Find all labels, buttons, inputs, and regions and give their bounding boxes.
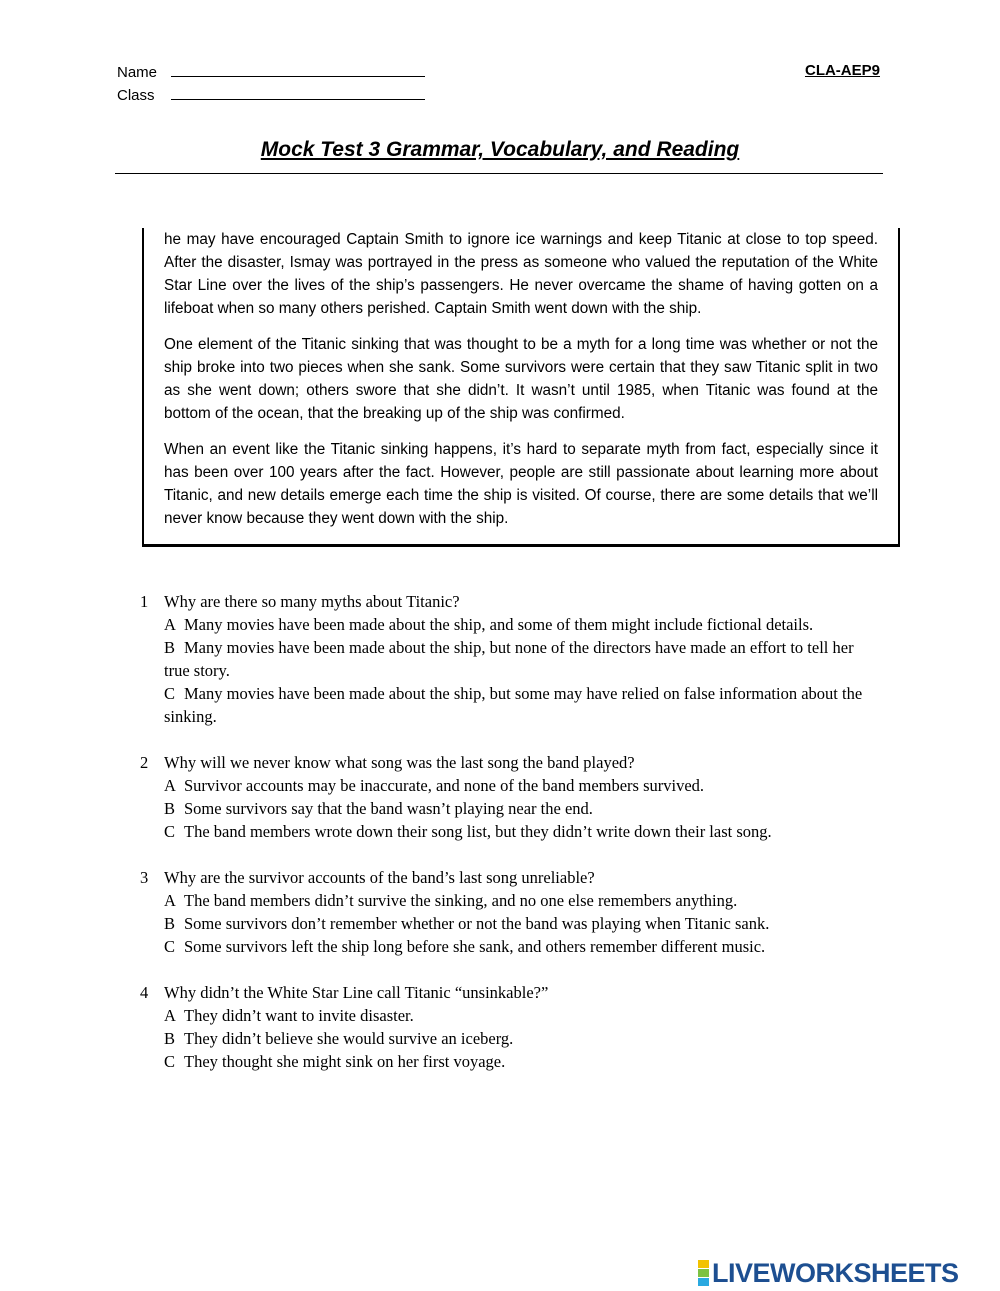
passage-paragraph: When an event like the Titanic sinking happens, it’s hard to separate myth from fact, especially since it has been over 100 years after the fact. However, people are still passionate about learning more about Titanic, and new details emerge each time the ship is visited. Of course, there are some details that we’ll never know because they went down with the ship. — [164, 441, 878, 527]
question-number: 1 — [140, 592, 149, 611]
answer-option-c[interactable]: C They thought she might sink on her first voyage. — [164, 1052, 506, 1071]
logo-block — [698, 1269, 709, 1277]
answer-option-c[interactable]: C The band members wrote down their song list, but they didn’t write down their last song. — [164, 822, 772, 841]
name-field-row — [117, 62, 425, 81]
worksheet-code: CLA-AEP9 — [804, 62, 880, 79]
page-title: Mock Test 3 Grammar, Vocabulary, and Reading — [260, 138, 740, 161]
answer-option-a[interactable]: A They didn’t want to invite disaster. — [164, 1006, 414, 1025]
question-number: 2 — [140, 753, 149, 772]
name-label: Name — [117, 64, 158, 81]
question-number: 4 — [140, 983, 149, 1002]
question-1 — [140, 590, 880, 728]
passage-paragraph: One element of the Titanic sinking that was thought to be a myth for a long time was whether or not the ship broke into two pieces when she sank. Some survivors were certain that they saw Titanic split in two as she went down; others swore that she didn’t. It wasn’t until 1985, when Titanic was found at the bottom of the ocean, that the breaking up of the ship was confirmed. — [164, 336, 878, 422]
answer-option-c[interactable]: C Many movies have been made about the ship, but some may have relied on false information about the sinking. — [164, 684, 863, 726]
answer-option-b[interactable]: B Some survivors say that the band wasn’t playing near the end. — [164, 799, 593, 818]
logo-text: LIVEWORKSHEETS — [712, 1258, 959, 1288]
question-stem: Why will we never know what song was the last song the band played? — [164, 753, 635, 772]
question-4 — [140, 981, 880, 1073]
answer-option-a[interactable]: A The band members didn’t survive the sinking, and no one else remembers anything. — [164, 891, 738, 910]
answer-option-a[interactable]: A Many movies have been made about the ship, and some of them might include fictional details. — [164, 615, 814, 634]
question-number: 3 — [140, 868, 149, 887]
passage-paragraph: he may have encouraged Captain Smith to ignore ice warnings and keep Titanic at close to top speed. After the disaster, Ismay was portrayed in the press as someone who valued the reputation of the White Star Line over the lives of the ship’s passengers. He never overcame the shame of having gotten on a lifeboat when so many others perished. Captain Smith went down with the ship. — [164, 231, 878, 317]
reading-passage-box — [142, 228, 900, 547]
question-stem: Why didn’t the White Star Line call Titanic “unsinkable?” — [164, 983, 549, 1002]
question-list — [140, 590, 880, 1096]
name-input-line[interactable] — [171, 62, 425, 77]
logo-block — [698, 1260, 709, 1268]
question-2 — [140, 751, 880, 843]
class-label: Class — [117, 87, 155, 104]
answer-option-c[interactable]: C Some survivors left the ship long before she sank, and others remember different music. — [164, 937, 766, 956]
question-stem: Why are the survivor accounts of the band’s last song unreliable? — [164, 868, 595, 887]
question-3 — [140, 866, 880, 958]
logo-icon — [698, 1260, 709, 1287]
answer-option-b[interactable]: B Some survivors don’t remember whether or not the band was playing when Titanic sank. — [164, 914, 770, 933]
class-field-row — [117, 85, 425, 104]
answer-option-b[interactable]: B They didn’t believe she would survive an iceberg. — [164, 1029, 514, 1048]
answer-option-a[interactable]: A Survivor accounts may be inaccurate, and none of the band members survived. — [164, 776, 705, 795]
answer-option-b[interactable]: B Many movies have been made about the ship, but none of the directors have made an effort to tell her true story. — [164, 638, 854, 680]
logo-block — [698, 1278, 709, 1286]
title-divider — [115, 173, 883, 174]
class-input-line[interactable] — [171, 85, 425, 100]
question-stem: Why are there so many myths about Titanic? — [164, 592, 460, 611]
liveworksheets-logo — [698, 1258, 959, 1289]
